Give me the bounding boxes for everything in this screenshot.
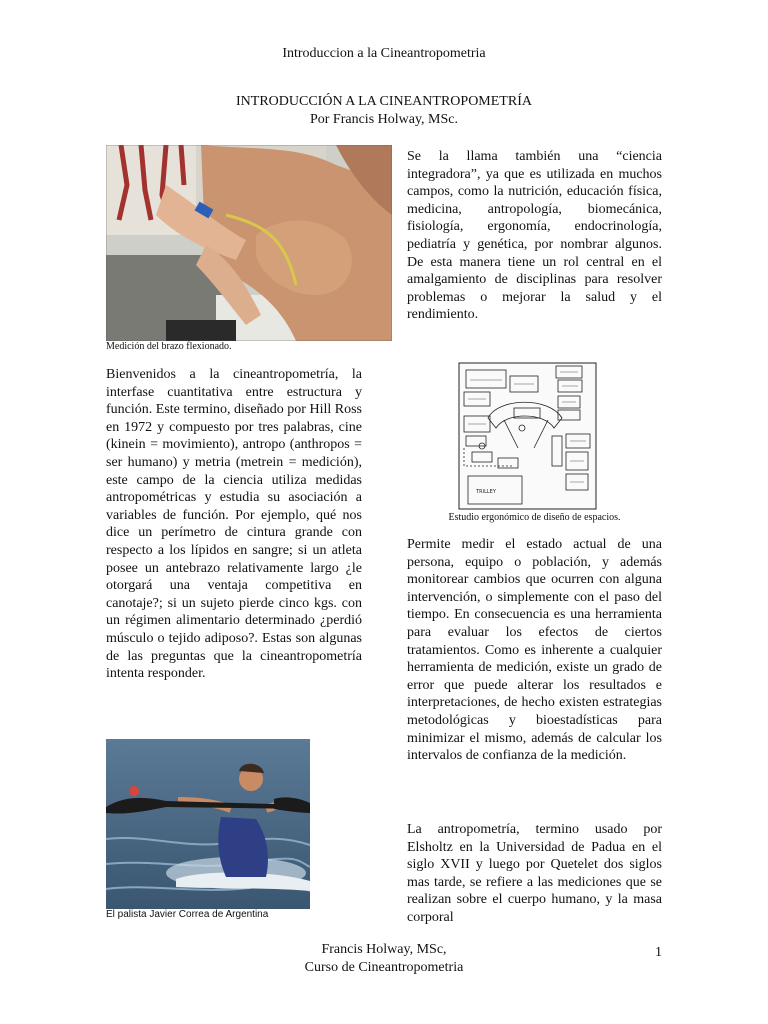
page-number: 1	[655, 945, 662, 960]
document-title: INTRODUCCIÓN A LA CINEANTROPOMETRÍA	[236, 94, 532, 109]
paragraph-bienvenidos: Bienvenidos a la cineantropometría, la interfase cuantitativa entre estructura y función. Este termino, diseñado por Hill Ross en 1972 y compuesto por tres palabras, cine (kinein = movimiento), antropo (anthropos = ser humano) y metria (metrein = medición), este campo de la ciencia utiliza medidas antropométricas y estudia su asociación a variables de función. Por ejemplo, qué nos dice un perímetro de cintura grande con respecto a los lípidos en sangre; si un atleta posee un antebrazo relativamente largo ¿le otorgará una ventaja competitiva en canotaje?; si un sujeto pierde cinco kgs. con un régimen alimentario determinado ¿perdió músculo o tejido adiposo?. Estas son algunas de las preguntas que la cineantropometría intenta responder.	[106, 367, 362, 682]
diagram-label-trilley: TRILLEY	[476, 489, 496, 495]
running-header: Introduccion a la Cineantropometria	[282, 46, 486, 61]
ergonomic-diagram	[458, 362, 597, 510]
paragraph-permite-medir: Permite medir el estado actual de una persona, equipo o población, y además monitorear cambios que ocurren con alguna intervención, o simplemente con el paso del tiempo. En consecuencia es una herramienta para evaluar los efectos de ciertos tratamientos. Como es inherente a cualquier herramienta de medición, existe un grado de error que puede alterar los resultados e interpretaciones, de hecho existen estrategias metodológicas y bioestadísticas para minimizar el mismo, además de calcular los intervalos de confianza de la medición.	[407, 537, 662, 764]
footer-course: Curso de Cineantropometria	[304, 960, 464, 975]
paragraph-antropometria: La antropometría, termino usado por Elsholtz en la Universidad de Padua en el siglo XVII y luego por Quetelet dos siglos mas tarde, se refiere a las mediciones que se realizan sobre el cuerpo humano, y la masa corporal	[407, 822, 662, 925]
paragraph-ciencia-integradora: Se la llama también una “ciencia integradora”, ya que es utilizada en muchos campos, como la nutrición, educación física, medicina, antropología, biomecánica, fisiología, ergonomía, endocrinología, pediatría y genética, por nombrar algunos. De esta manera tiene un rol central en el amalgamiento de disciplinas para resolver problemas o mejorar la salud y el rendimiento.	[407, 149, 662, 323]
document-author: Por Francis Holway, MSc.	[309, 112, 459, 127]
kayak-photo	[106, 739, 310, 909]
arm-photo-caption: Medición del brazo flexionado.	[106, 341, 232, 352]
document-title-block	[0, 93, 768, 129]
kayak-photo-caption: El palista Javier Correa de Argentina	[106, 909, 269, 920]
footer-author: Francis Holway, MSc,	[321, 942, 447, 957]
ergonomic-diagram-caption: Estudio ergonómico de diseño de espacios.	[448, 512, 621, 523]
page-footer	[0, 941, 768, 977]
arm-measurement-photo	[106, 145, 392, 341]
